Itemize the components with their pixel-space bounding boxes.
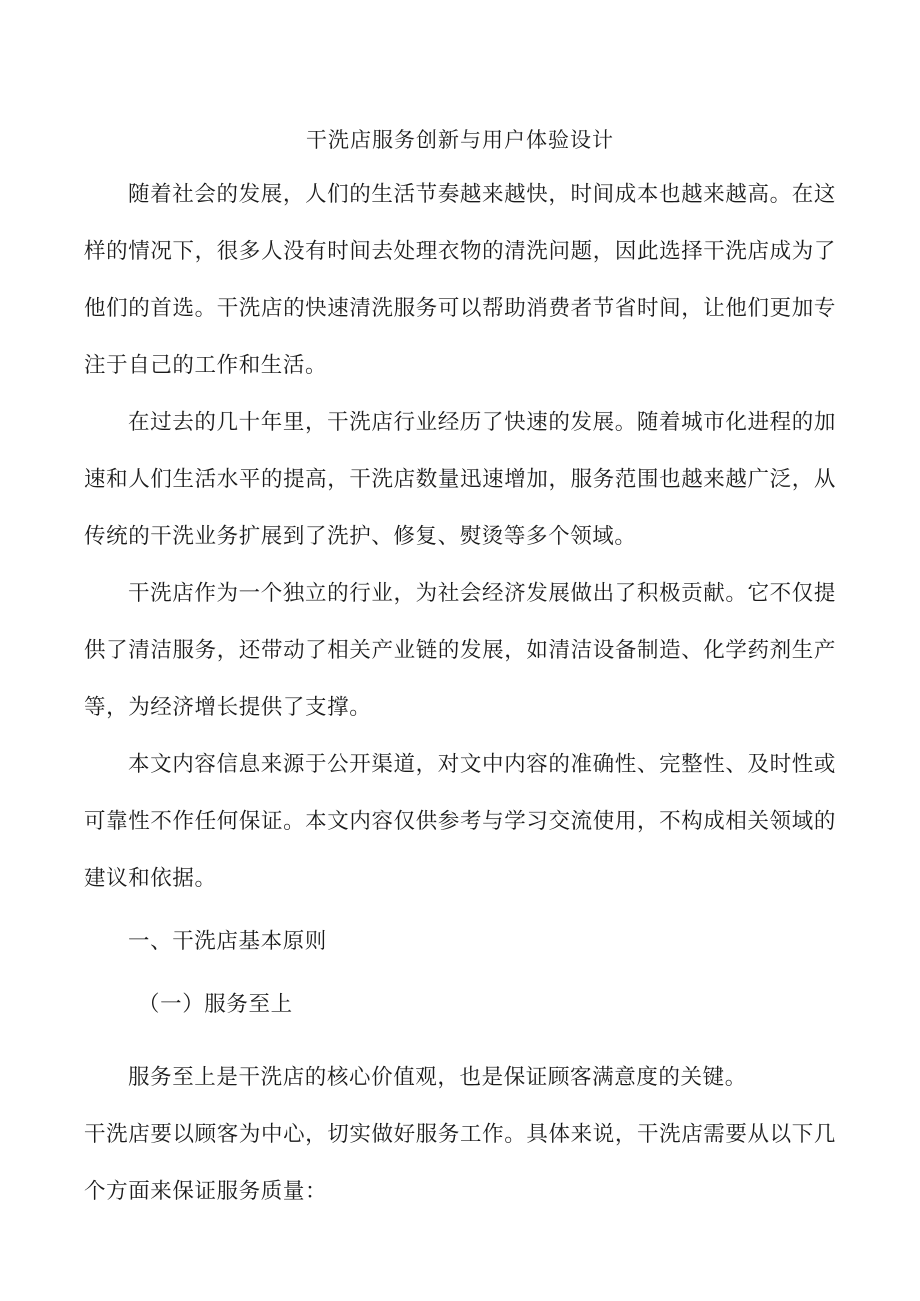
paragraph-intro: 随着社会的发展，人们的生活节奏越来越快，时间成本也越来越高。在这样的情况下，很多人没有时间去处理衣物的清洗问题，因此选择干洗店成为了他们的首选。干洗店的快速清洗服务可以帮助消费者节省时间，让他们更加专注于自己的工作和生活。 [84, 182, 836, 378]
section-heading-principles: 一、干洗店基本原则 [128, 929, 327, 954]
paragraph-contribution: 干洗店作为一个独立的行业，为社会经济发展做出了积极贡献。它不仅提供了清洁服务，还带动了相关产业链的发展，如清洁设备制造、化学药剂生产等，为经济增长提供了支撑。 [84, 581, 836, 720]
subsection-heading-service-first: （一）服务至上 [138, 992, 293, 1017]
document-title: 干洗店服务创新与用户体验设计 [306, 128, 614, 152]
paragraph-service-quality: 干洗店要以顾客为中心，切实做好服务工作。具体来说，干洗店需要从以下几个方面来保证服务质量： [84, 1122, 836, 1204]
paragraph-history: 在过去的几十年里，干洗店行业经历了快速的发展。随着城市化进程的加速和人们生活水平的提高，干洗店数量迅速增加，服务范围也越来越广泛，从传统的干洗业务扩展到了洗护、修复、熨烫等多个领域。 [84, 410, 836, 549]
paragraph-disclaimer: 本文内容信息来源于公开渠道，对文中内容的准确性、完整性、及时性或可靠性不作任何保证。本文内容仅供参考与学习交流使用，不构成相关领域的建议和依据。 [84, 752, 836, 891]
paragraph-service-value: 服务至上是干洗店的核心价值观，也是保证顾客满意度的关键。 [128, 1065, 747, 1090]
